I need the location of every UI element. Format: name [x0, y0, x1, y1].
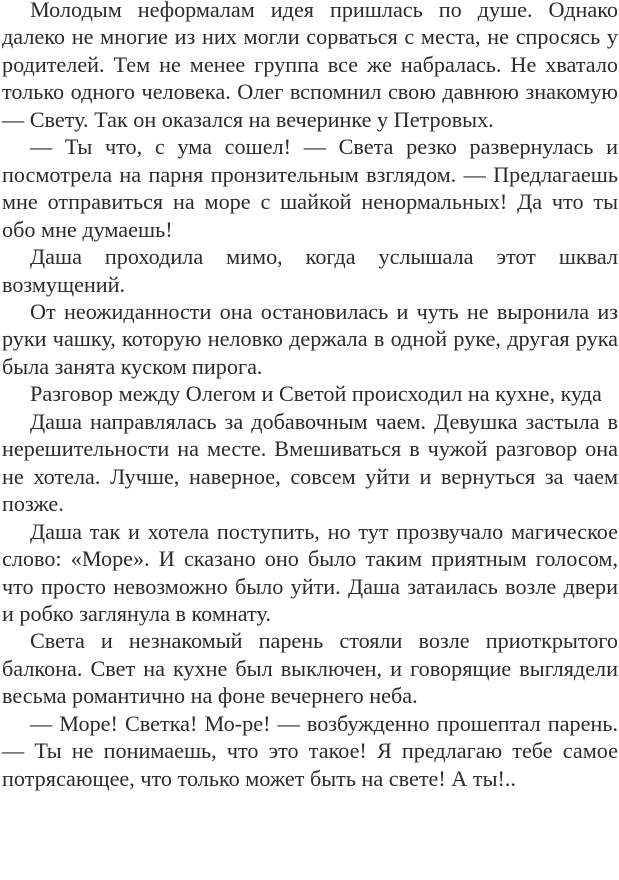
- book-page: [2, 0, 618, 792]
- paragraph-6: Даша направлялась за добавочным чаем. Девушка застыла в нерешительности на месте. Вмешиваться в чужой разговор она не хотела. Лучше, наверное, совсем уйти и вернуться за чаем позже.: [2, 408, 618, 517]
- paragraph-1: Молодым неформалам идея пришлась по душе. Однако далеко не многие из них могли сорваться с места, не спросясь у родителей. Тем не менее группа все же набралась. Не хватало только одного человека. Олег вспомнил свою давнюю знакомую — Свету. Так он оказался на вечеринке у Петровых.: [2, 0, 618, 132]
- paragraph-7: Даша так и хотела поступить, но тут прозвучало магическое слово: «Море». И сказано оно было таким приятным голосом, что просто невозможно было уйти. Даша затаилась возле двери и робко заглянула в комнату.: [2, 518, 618, 626]
- paragraph-8: Света и незнакомый парень стояли возле приоткрытого балкона. Свет на кухне был выключен, и говорящие выглядели весьма романтично на фоне вечернего неба.: [2, 628, 618, 709]
- paragraph-9: — Море! Светка! Мо-ре! — возбужденно прошептал парень. — Ты не понимаешь, что это такое! Я предлагаю тебе самое потрясающее, что только может быть на свете! А ты!..: [2, 710, 618, 791]
- paragraph-3: Даша проходила мимо, когда услышала этот шквал возмущений.: [2, 244, 618, 297]
- paragraph-4: От неожиданности она остановилась и чуть не выронила из руки чашку, которую неловко держала в одной руке, другая рука была занята куском пирога.: [2, 298, 618, 379]
- paragraph-2: — Ты что, с ума сошел! — Света резко развернулась и посмотрела на парня пронзительным взглядом. — Предлагаешь мне отправиться на море с шайкой ненормальных! Да что ты обо мне думаешь!: [2, 134, 618, 242]
- paragraph-5: Разговор между Олегом и Светой происходил на кухне, куда: [30, 381, 602, 407]
